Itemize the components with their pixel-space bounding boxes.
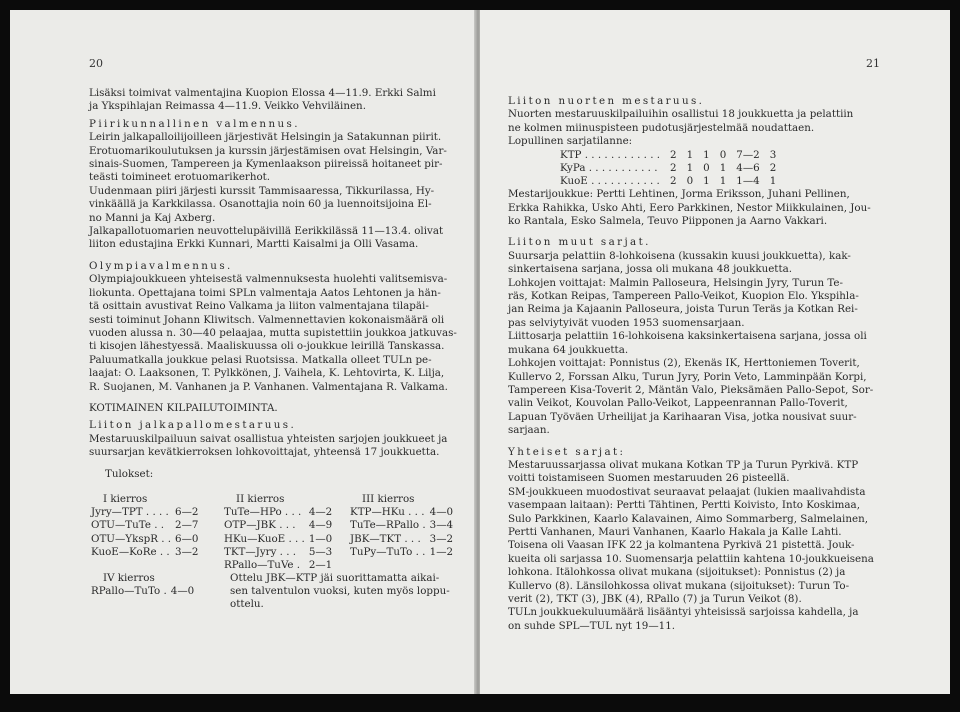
ottelu-note (230, 572, 470, 612)
text-line: ottelu. (230, 598, 264, 611)
table-row (89, 585, 196, 598)
text-line: tä osittain avustivat Reino Valkama ja liiton valmentajana tilapäi- (89, 300, 429, 313)
text-line: pas selviytyivät vuoden 1953 suomensarjaan. (508, 316, 745, 329)
draws: 1 (703, 148, 710, 161)
round-3-results (348, 493, 455, 559)
text-line: mukana 64 joukkuetta. (508, 343, 629, 356)
points: 2 (769, 161, 777, 174)
games-played: 2 (670, 148, 677, 161)
text-line: no Manni ja Kaj Axberg. (89, 211, 216, 224)
match-score: 6—0 (175, 532, 199, 545)
wins: 1 (686, 161, 694, 174)
match-score: 5—3 (308, 545, 333, 558)
match-score: 4—0 (170, 585, 195, 598)
table-row (89, 506, 200, 519)
text-line: lohkona. Itälohkossa olivat mukana (sijoitukset): Ponnistus (2) ja (508, 566, 846, 579)
text-line: laajat: O. Laaksonen, T. Pylkkönen, J. Vaihela, K. Lehtovirta, K. Lilja, (89, 367, 445, 380)
text-line: R. Suojanen, M. Vanhanen ja P. Vanhanen. Valmentajana R. Valkama. (89, 380, 448, 393)
text-line: voitti toistamiseen Suomen mestaruuden 26 pisteellä. (508, 472, 790, 485)
text-line: Pertti Vanhanen, Mauri Vanhanen, Kaarlo Hakala ja Kalle Lahti. (508, 525, 842, 538)
right-page (480, 10, 950, 694)
left-page (10, 10, 476, 694)
match-label: Jyry—TPT . . . . (91, 506, 169, 519)
text-line: Erotuomarikoulutuksen ja kurssin järjestämisen ovat Helsingin, Var- (89, 144, 447, 157)
match-score: 4—9 (308, 519, 333, 532)
text-line: vinkäällä ja Karkkilassa. Osanottajia noin 60 ja luennoitsijoina El- (89, 198, 432, 211)
text-line: ne kolmen miinuspisteen pudotusjärjestelmää noudattaen. (508, 121, 815, 134)
text-line: Nuorten mestaruuskilpailuihin osallistui 18 joukkuetta ja pelattiin (508, 108, 854, 121)
text-line: ko Rantala, Esko Salmela, Teuvo Piipponen ja Aarno Vakkari. (508, 215, 828, 228)
table-row (558, 162, 778, 175)
text-line: sen talventulon vuoksi, kuten myös loppu- (230, 585, 450, 598)
match-label: JBK—TKT . . . (350, 532, 421, 545)
text-line: Lisäksi toimivat valmentajina Kuopion Elossa 4—11.9. Erkki Salmi (89, 87, 436, 99)
table-row (222, 506, 334, 519)
text-line: Mestaruuskilpailuun saivat osallistua yhteisten sarjojen joukkueet ja (89, 432, 448, 445)
text-line: sesti toiminut Johann Kliwitsch. Valmennettavien kokonaismäärä oli (89, 313, 445, 326)
match-label: TuTe—RPallo . (350, 519, 426, 532)
match-label: RPallo—TuVe . (224, 559, 301, 572)
text-line: sarjaan. (508, 424, 550, 437)
text-line: Jalkapallotuomarien neuvottelupäivillä Eerikkilässä 11—13.4. olivat (89, 225, 444, 238)
round-2-results (222, 493, 334, 572)
wins: 1 (686, 148, 694, 161)
section-heading-kilpailutoiminta: KOTIMAINEN KILPAILUTOIMINTA. (89, 401, 278, 414)
standings-table (558, 149, 778, 189)
round-heading: III kierros (362, 493, 415, 505)
text-line: Lohkojen voittajat: Ponnistus (2), Ekenäs IK, Herttoniemen Toverit, (508, 357, 860, 370)
page-number-right: 21 (866, 57, 880, 70)
text-line: TULn joukkuekuluumäärä lisääntyi yhteisissä sarjoissa kahdella, ja (508, 606, 859, 619)
text-line: Lopullinen sarjatilanne: (508, 135, 633, 148)
text-line: Lohkojen voittajat: Malmin Palloseura, Helsingin Jyry, Turun Te- (508, 276, 844, 289)
text-line: on suhde SPL—TUL nyt 19—11. (508, 619, 676, 632)
text-line: Toisena oli Vaasan IFK 22 ja kolmantena Pyrkivä 21 pistettä. Jouk- (508, 539, 855, 552)
results-table (89, 506, 200, 559)
match-score: 3—2 (175, 545, 199, 558)
section-heading-liiton: Liiton jalkapallomestaruus. (89, 419, 297, 432)
table-row (558, 175, 778, 188)
text-line: Uudenmaan piiri järjesti kurssit Tammisaaressa, Tikkurilassa, Hy- (89, 184, 435, 197)
table-row (348, 506, 455, 519)
table-row (348, 546, 455, 559)
games-played: 2 (670, 161, 677, 174)
match-score: 4—0 (429, 506, 454, 519)
text-line: ja Ykspihlajan Reimassa 4—11.9. Veikko Vehviläinen. (89, 100, 366, 113)
losses: 1 (719, 161, 727, 174)
results-table (89, 585, 196, 598)
table-row (348, 533, 455, 546)
text-line: Paluumatkalla joukkue pelasi Ruotsissa. Matkalla olleet TULn pe- (89, 353, 432, 366)
right-text-column (508, 95, 923, 633)
section-heading-nuorten: Liiton nuorten mestaruus. (508, 95, 705, 107)
match-label: HKu—KuoE . . . (224, 532, 305, 545)
match-label: TKT—Jyry . . . (224, 545, 297, 558)
team-name: KuoE . . . . . . . . . . . (560, 175, 660, 188)
match-label: KuoE—KoRe . . (91, 545, 170, 558)
text-line: Mestaruussarjassa olivat mukana Kotkan TP ja Turun Pyrkivä. KTP (508, 458, 859, 471)
goals: 4—6 (736, 161, 760, 174)
match-score: 4—2 (308, 506, 333, 519)
games-played: 2 (670, 175, 677, 188)
table-row (222, 559, 334, 572)
section-heading-muut: Liiton muut sarjat. (508, 236, 651, 249)
match-label: OTP—JBK . . . (224, 519, 296, 532)
round-heading: IV kierros (103, 572, 155, 584)
match-score: 1—2 (429, 545, 454, 558)
points: 1 (769, 175, 777, 188)
table-row (222, 519, 334, 532)
section-heading-piiri: Piirikunnallinen valmennus. (89, 117, 300, 130)
text-line: sinais-Suomen, Tampereen ja Kymenlaakson piireissä hoitaneet pir- (89, 158, 443, 171)
text-line: Suursarja pelattiin 8-lohkoisena (kussakin kuusi joukkuetta), kak- (508, 249, 851, 262)
text-line: vasempaan laitaan): Pertti Tähtinen, Pertti Koivisto, Into Koskimaa, (508, 499, 860, 512)
text-line: sinkertaisena sarjana, jossa oli mukana 48 joukkuetta. (508, 263, 792, 276)
text-line: liokunta. Opettajana toimi SPLn valmentaja Aatos Lehtonen ja hän- (89, 286, 441, 299)
losses: 1 (719, 175, 727, 188)
text-line: Lapuan Työväen Urheilijat ja Karihaaran Visa, jotka nousivat suur- (508, 410, 857, 423)
wins: 0 (686, 175, 694, 188)
text-line: Sulo Parkkinen, Kaarlo Kalavainen, Aimo Sommarberg, Salmelainen, (508, 512, 868, 525)
goals: 1—4 (736, 175, 760, 188)
match-score: 6—2 (175, 506, 199, 519)
text-line: Kullervo (8). Länsilohkossa olivat mukana (sijoitukset): Turun To- (508, 579, 850, 592)
match-score: 2—7 (175, 519, 199, 532)
losses: 0 (719, 148, 727, 161)
text-line: kueita oli sarjassa 10. Suomensarja pelattiin kahtena 10-joukkueisena (508, 552, 874, 565)
left-text-column (89, 87, 469, 481)
draws: 1 (703, 175, 710, 188)
results-table (222, 506, 334, 572)
table-row (558, 149, 778, 162)
table-row (89, 519, 200, 532)
text-line: räs, Kotkan Reipas, Tampereen Pallo-Veikot, Kuopion Elo. Ykspihla- (508, 290, 859, 303)
match-label: OTU—TuTe . . (91, 519, 165, 532)
text-line: suursarjan kevätkierroksen lohkovoittajat, yhteensä 17 joukkuetta. (89, 446, 440, 459)
results-table (348, 506, 455, 559)
text-line: liiton edustajina Erkki Kunnari, Martti Kaisalmi ja Olli Vasama. (89, 238, 419, 251)
text-line: jan Reima ja Kajaanin Palloseura, joista Turun Teräs ja Kotkan Rei- (508, 303, 858, 316)
text-line: vuoden alussa n. 30—40 pelaajaa, mutta supistettiin joukkoa jatkuvas- (89, 326, 457, 339)
match-score: 2—1 (308, 559, 333, 572)
table-row (348, 519, 455, 532)
section-heading-olympia: Olympiavalmennus. (89, 259, 233, 272)
tulokset-label: Tulokset: (105, 467, 154, 480)
text-line: verit (2), TKT (3), JBK (4), RPallo (7) ja Turun Veikot (8). (508, 593, 802, 606)
match-label: OTU—YkspR . . (91, 532, 172, 545)
match-label: TuPy—TuTo . . (350, 545, 426, 558)
text-line: Olympiajoukkueen yhteisestä valmennuksesta huolehti valitsemisva- (89, 273, 448, 286)
match-score: 3—4 (429, 519, 454, 532)
table-row (89, 533, 200, 546)
text-line: Kullervo 2, Forssan Alku, Turun Jyry, Porin Veto, Lamminpään Korpi, (508, 370, 867, 383)
round-1-results (89, 493, 200, 559)
text-line: teästi toimineet erotuomarikerhot. (89, 171, 271, 184)
page-number-left: 20 (89, 57, 103, 70)
round-heading: II kierros (236, 493, 285, 505)
round-4-results (89, 572, 196, 598)
match-label: KTP—HKu . . . (350, 506, 425, 519)
text-line: Mestarijoukkue: Pertti Lehtinen, Jorma Eriksson, Juhani Pellinen, (508, 188, 850, 201)
goals: 7—2 (736, 148, 760, 161)
points: 3 (769, 148, 777, 161)
table-row (222, 546, 334, 559)
table-row (89, 546, 200, 559)
text-line: SM-joukkueen muodostivat seuraavat pelaajat (lukien maalivahdista (508, 485, 866, 498)
round-heading: I kierros (103, 493, 148, 505)
text-line: ti kisojen lähestyessä. Maaliskuussa oli o-joukkue leirillä Tanskassa. (89, 340, 445, 353)
section-heading-yhteiset: Yhteiset sarjat: (508, 445, 626, 458)
match-score: 3—2 (429, 532, 454, 545)
text-line: Leirin jalkapalloilijoilleen järjestivät Helsingin ja Satakunnan piirit. (89, 131, 442, 144)
match-label: RPallo—TuTo . (91, 585, 167, 598)
text-line: valin Veikot, Kouvolan Pallo-Veikot, Lappeenrannan Pallo-Toverit, (508, 397, 848, 410)
team-name: KyPa . . . . . . . . . . . (560, 161, 658, 174)
draws: 0 (703, 161, 710, 174)
text-line: Erkka Rahikka, Usko Ahti, Eero Parkkinen, Nestor Miikkulainen, Jou- (508, 201, 871, 214)
text-line: Tampereen Kisa-Toverit 2, Mäntän Valo, Pieksämäen Pallo-Sepot, Sor- (508, 383, 874, 396)
text-line: Ottelu JBK—KTP jäi suorittamatta aikai- (230, 572, 440, 584)
team-name: KTP . . . . . . . . . . . . (560, 148, 661, 161)
table-row (222, 533, 334, 546)
text-line: Liittosarja pelattiin 16-lohkoisena kaksinkertaisena sarjana, jossa oli (508, 330, 867, 343)
match-score: 1—0 (308, 532, 333, 545)
match-label: TuTe—HPo . . . (224, 506, 302, 519)
